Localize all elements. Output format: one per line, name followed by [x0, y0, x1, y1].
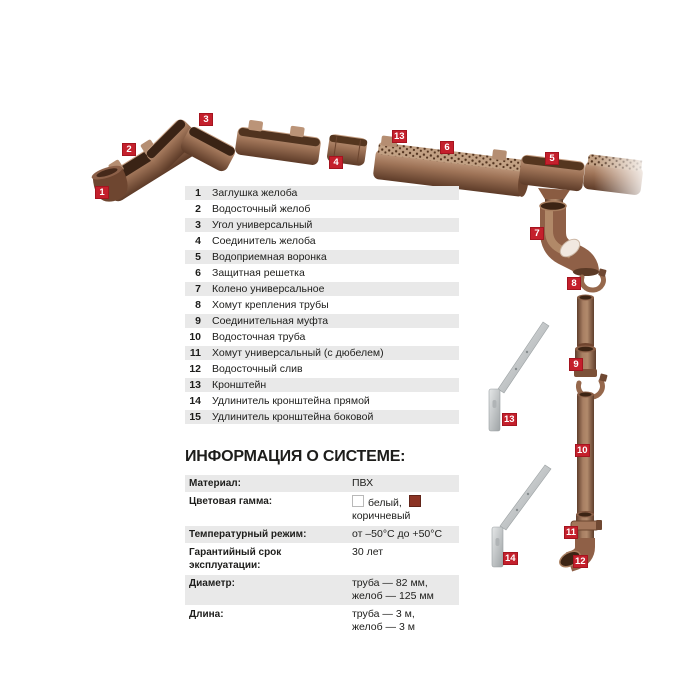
parts-row-3	[185, 218, 459, 232]
bracket-strip-upper	[489, 322, 549, 431]
info-value-line: ПВХ	[352, 477, 374, 489]
part-marker-11: 11	[566, 527, 577, 538]
section-title: ИНФОРМАЦИЯ О СИСТЕМЕ:	[185, 448, 406, 465]
parts-row-13	[185, 378, 459, 392]
part-name: Защитная решетка	[212, 267, 305, 279]
info-value	[352, 528, 442, 541]
part-name: Водосточный слив	[212, 363, 303, 375]
info-table	[185, 475, 459, 636]
part-name: Заглушка желоба	[212, 187, 298, 199]
info-value-line: от –50°C до +50°C	[352, 527, 443, 540]
universal-clamp-piece	[571, 512, 602, 542]
color-name: белый,	[368, 496, 402, 509]
part-number: 8	[195, 299, 201, 311]
parts-row-9	[185, 314, 459, 328]
info-value-line: 30 лет	[352, 545, 384, 558]
info-value	[352, 577, 434, 603]
parts-row-2	[185, 202, 459, 216]
parts-row-8	[185, 298, 459, 312]
part-number: 7	[195, 283, 201, 295]
part-marker-1: 1	[95, 186, 109, 199]
part-name: Угол универсальный	[212, 219, 313, 231]
elbow-piece	[540, 202, 599, 277]
part-marker-9: 9	[569, 358, 583, 371]
part-name: Водоприемная воронка	[212, 251, 327, 263]
info-label: Длина:	[189, 608, 224, 620]
info-label: Материал:	[189, 478, 241, 489]
part-name: Хомут крепления трубы	[212, 299, 329, 311]
parts-row-12	[185, 362, 459, 376]
part-marker-4: 4	[329, 156, 343, 169]
part-number: 5	[195, 251, 201, 263]
parts-row-5	[185, 250, 459, 264]
info-value	[352, 546, 383, 572]
part-name: Колено универсальное	[212, 283, 325, 295]
system-info-section	[185, 448, 459, 637]
info-value-line: желоб — 3 м	[352, 620, 415, 633]
info-label: Цветовая гамма:	[189, 496, 273, 507]
info-label: Гарантийный срок эксплуатации:	[189, 546, 282, 571]
parts-row-1	[185, 186, 459, 200]
part-marker-13: 13	[394, 131, 405, 142]
part-name: Водосточный желоб	[212, 203, 311, 215]
bracket-strip-lower	[492, 465, 551, 567]
part-marker-8: 8	[567, 277, 581, 290]
part-name: Соединительная муфта	[212, 315, 329, 327]
part-marker-3: 3	[199, 113, 213, 126]
color-swatch	[352, 495, 364, 507]
parts-row-4	[185, 234, 459, 248]
part-marker-5: 5	[545, 152, 559, 165]
color-name: коричневый	[352, 509, 411, 522]
info-row	[185, 606, 459, 636]
corner-piece	[144, 117, 238, 174]
downpipe-piece	[577, 392, 594, 518]
coupling-piece	[574, 346, 608, 398]
part-number: 14	[189, 395, 201, 407]
part-name: Удлинитель кронштейна прямой	[212, 395, 370, 407]
part-marker-7: 7	[530, 227, 544, 240]
part-number: 4	[195, 235, 201, 247]
info-value-line: труба — 3 м,	[352, 607, 415, 620]
part-marker-12: 12	[575, 556, 586, 567]
connector-piece	[326, 133, 368, 166]
info-row	[185, 575, 459, 605]
drain-outlet-piece	[557, 538, 585, 570]
color-swatch	[409, 495, 421, 507]
part-number: 1	[195, 187, 201, 199]
info-row	[185, 544, 459, 574]
part-name: Водосточная труба	[212, 331, 306, 343]
part-number: 9	[195, 315, 201, 327]
part-number: 12	[189, 363, 201, 375]
part-number: 13	[189, 379, 201, 391]
part-number: 3	[195, 219, 201, 231]
info-row	[185, 526, 459, 543]
parts-row-7	[185, 282, 459, 296]
parts-row-11	[185, 346, 459, 360]
part-number: 6	[195, 267, 201, 279]
info-label: Температурный режим:	[189, 528, 307, 540]
part-number: 2	[195, 203, 201, 215]
part-number: 15	[189, 411, 201, 423]
parts-row-14	[185, 394, 459, 408]
part-marker-14: 14	[505, 553, 516, 564]
part-marker-13: 13	[504, 414, 515, 425]
part-number: 11	[189, 347, 201, 359]
part-name: Хомут универсальный (с дюбелем)	[212, 347, 384, 359]
gutter-straight-piece	[234, 118, 322, 165]
info-value	[352, 477, 373, 490]
pipe-segment	[577, 295, 594, 350]
part-marker-2: 2	[122, 143, 136, 156]
info-value	[352, 495, 459, 523]
parts-row-10	[185, 330, 459, 344]
parts-legend-table	[185, 186, 459, 426]
info-row	[185, 475, 459, 492]
info-value	[352, 608, 415, 634]
part-marker-10: 10	[577, 445, 588, 456]
info-label: Диаметр:	[189, 577, 235, 589]
part-name: Соединитель желоба	[212, 235, 316, 247]
parts-row-6	[185, 266, 459, 280]
info-value-line: труба — 82 мм,	[352, 576, 428, 589]
part-number: 10	[189, 331, 201, 343]
part-name: Кронштейн	[212, 379, 267, 391]
parts-row-15	[185, 410, 459, 424]
part-marker-6: 6	[440, 141, 454, 154]
gutter-fragment	[583, 142, 670, 218]
info-value-line: желоб — 125 мм	[352, 589, 434, 602]
part-name: Удлинитель кронштейна боковой	[212, 411, 374, 423]
info-row	[185, 493, 459, 525]
